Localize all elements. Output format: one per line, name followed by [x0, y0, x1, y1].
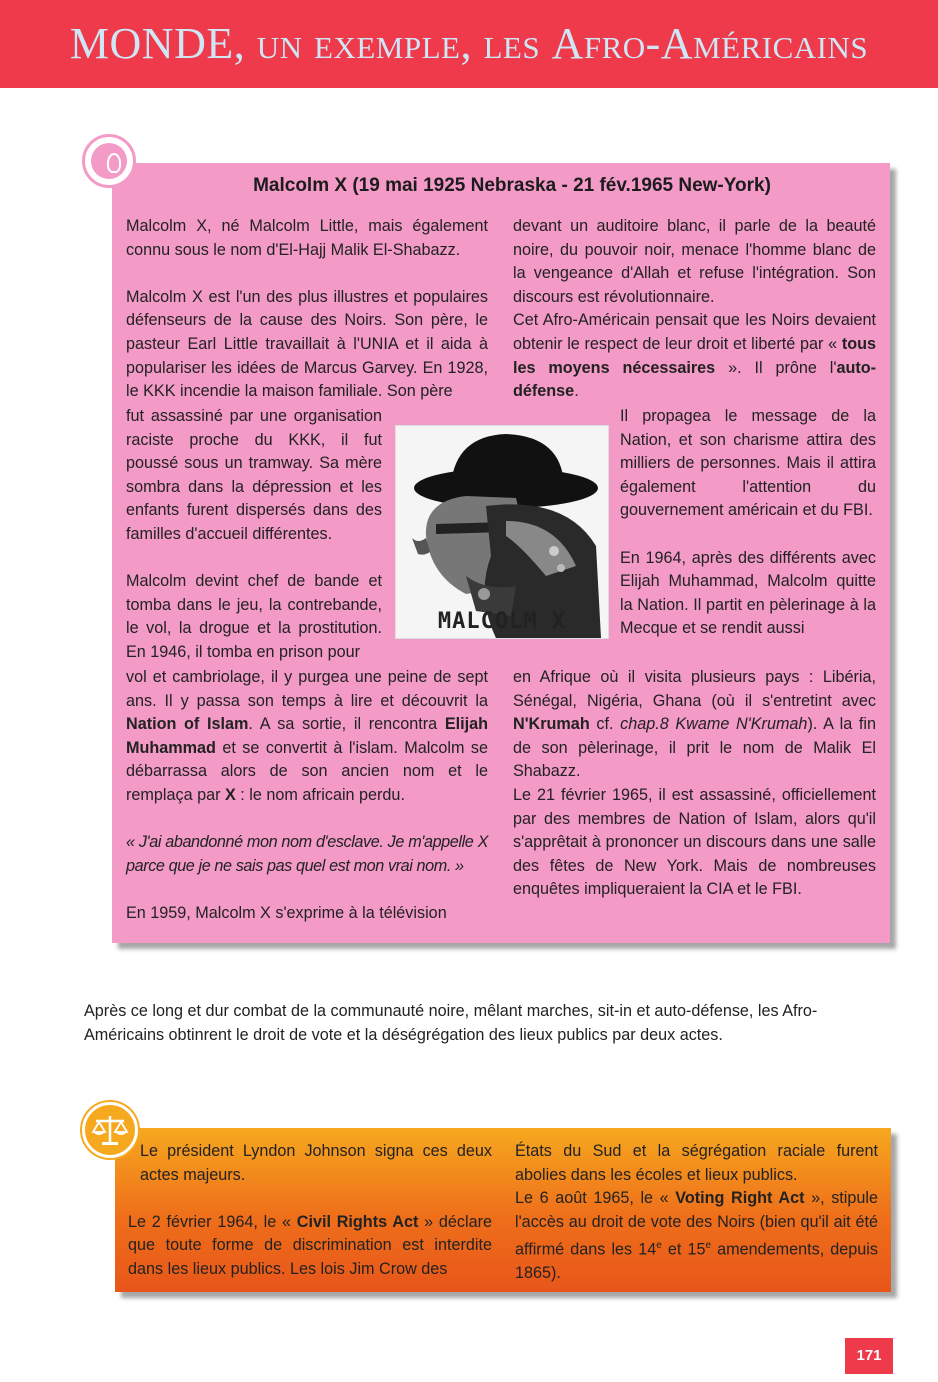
laws-left-column — [128, 1140, 492, 1282]
bio-left-p5: vol et cambriolage, il y purgea une peine de sept ans. Il y passa son temps à lire et découvrit la Nation of Islam. A sa sortie, il rencontra Elijah Muhammad et se convertit à l'islam. Malcolm se débarrassa alors de son ancien nom et le remplaça par X : le nom africain perdu. — [126, 668, 489, 804]
laws-right-p2: Le 6 août 1965, le « Voting Right Act », stipule l'accès au droit de vote des Noirs (bien qu'il ait été affirmé dans les 14e et 15e amendements, depuis 1865). — [515, 1189, 878, 1283]
bio-right-column-mid — [620, 405, 876, 641]
bio-left-p3: fut assassiné par une organisation raciste proche du KKK, il fut poussé sous un tramway. Sa mère sombra dans la dépression et les enfants furent dispersés dans des familles d'accueil différentes. — [126, 407, 382, 543]
laws-right-column — [515, 1140, 878, 1286]
bio-left-column-top — [126, 215, 488, 404]
page-header — [0, 0, 938, 88]
bio-left-p1: Malcolm X, né Malcolm Little, mais également connu sous le nom d'El-Hajj Malik El-Shabazz. — [126, 217, 488, 259]
bio-title: Malcolm X (19 mai 1925 Nebraska - 21 fév.1965 New-York) — [253, 175, 771, 196]
bio-right-p5: en Afrique où il visita plusieurs pays : Libéria, Sénégal, Nigéria, Ghana (où il s'entretint avec N'Krumah cf. chap.8 Kwame N'Krumah). A la fin de son pèlerinage, il prit le nom de Malik El Shabazz. — [513, 668, 876, 781]
laws-left-p1: Le président Lyndon Johnson signa ces deux actes majeurs. — [140, 1142, 492, 1184]
bio-quote: « J'ai abandonné mon nom d'esclave. Je m'appelle X parce que je ne sais pas quel est mon vrai nom. » — [126, 833, 488, 875]
page-number: 171 — [845, 1338, 893, 1374]
laws-left-p2: Le 2 février 1964, le « Civil Rights Act » déclare que toute forme de discrimination est interdite dans les lieux publics. Les lois Jim Crow des — [128, 1212, 492, 1278]
bio-left-p2: Malcolm X est l'un des plus illustres et populaires défenseurs de la cause des Noirs. Son père, le pasteur Earl Little travaillait à l'UNIA et il aida à populariser les idées de Marcus Garvey. En 1928, le KKK incendie la maison familiale. Son père — [126, 287, 488, 401]
bio-right-p3: Il propagea le message de la Nation, et son charisme attira des milliers de personnes. Mais il attira également l'attention du gouvernement américain et du FBI. — [620, 407, 876, 520]
title-part-afro: Afro-Américains — [551, 19, 869, 68]
bio-left-p6: En 1959, Malcolm X s'exprime à la télévision — [126, 903, 447, 922]
bio-right-column-top — [513, 215, 876, 404]
bio-left-p4: Malcolm devint chef de bande et tomba dans le jeu, la contrebande, le vol, la drogue et la prostitution. En 1946, il tomba en prison pour — [126, 572, 382, 661]
transition-paragraph: Après ce long et dur combat de la communauté noire, mêlant marches, sit-in et auto-défense, les Afro-Américains obtinrent le droit de vote et la déségrégation des lieux publics par deux actes. — [84, 1002, 818, 1044]
photo-caption: MALCOLM X — [437, 609, 567, 634]
page-title — [0, 18, 938, 69]
title-part-monde: MONDE, — [69, 19, 246, 68]
malcolm-x-portrait-icon — [396, 426, 608, 638]
bio-right-column-bottom — [513, 666, 876, 902]
bio-left-column-mid — [126, 405, 382, 665]
bio-left-column-bottom — [126, 666, 488, 926]
bio-right-p1: devant un auditoire blanc, il parle de la beauté noire, du pouvoir noir, menace l'homme blanc de la vengeance d'Allah et refuse l'intégration. Son discours est révolutionnaire. — [513, 217, 876, 306]
bio-right-p2: Cet Afro-Américain pensait que les Noirs devaient obtenir le respect de leur droit et liberté par « tous les moyens nécessaires ». Il prône l'auto-défense. — [513, 311, 877, 401]
bio-right-p6: Le 21 février 1965, il est assassiné, officiellement par des membres de Nation of Islam, alors qu'il s'apprêtait à prononcer un discours dans une salle des fêtes de New York. Mais de nombreuses enquêtes impliqueraient la CIA et le FBI. — [513, 785, 876, 899]
title-part-exemple: un exemple, les — [256, 19, 541, 68]
malcolm-x-photo — [395, 425, 609, 639]
bio-right-p4: En 1964, après des différents avec Elijah Muhammad, Malcolm quitte la Nation. Il partit en pèlerinage à la Mecque et se rendit aussi — [620, 548, 876, 638]
laws-right-p1: États du Sud et la ségrégation raciale furent abolies dans les écoles et lieux publics. — [515, 1142, 878, 1184]
